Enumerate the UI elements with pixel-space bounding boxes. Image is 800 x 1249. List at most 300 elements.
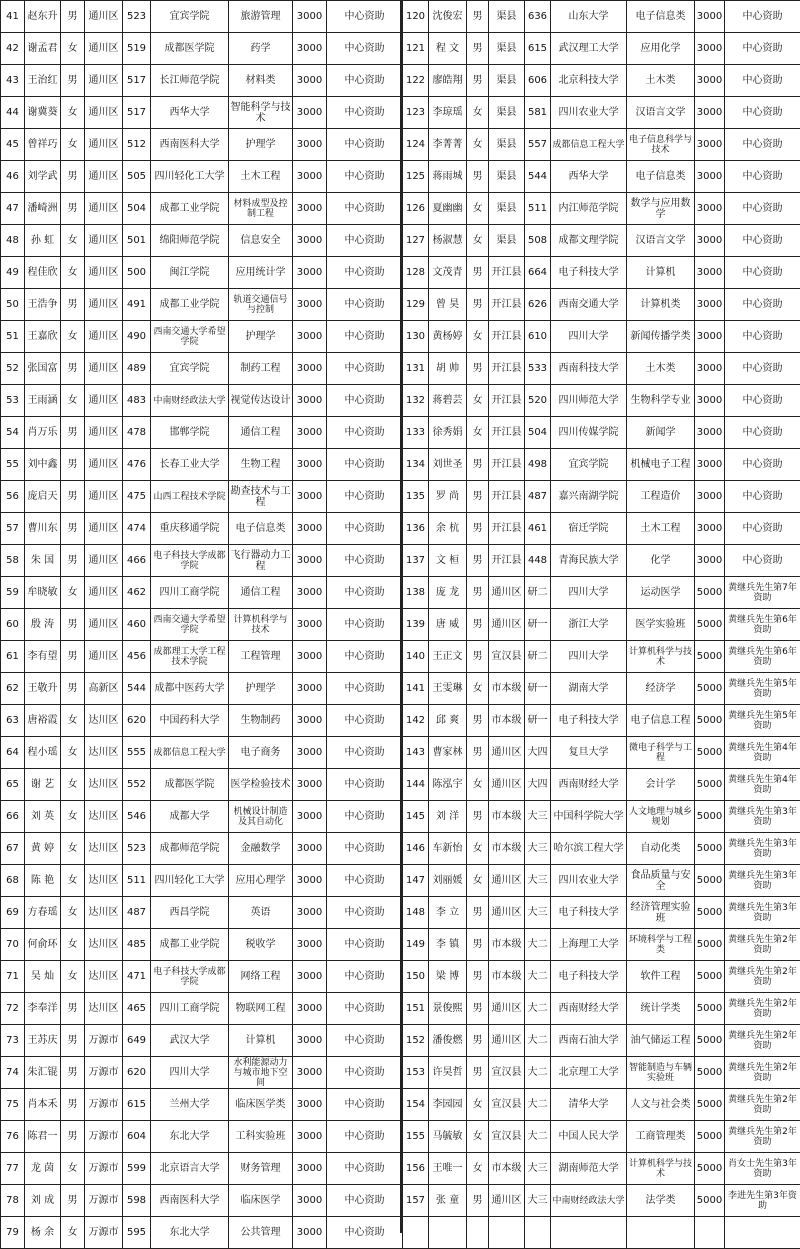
cell-region: 达川区 (85, 961, 123, 993)
cell-no: 54 (1, 417, 25, 449)
table-row (1, 481, 403, 513)
cell-amount: 3000 (293, 737, 327, 769)
table-row (1, 1185, 403, 1217)
cell-major: 旅游管理 (229, 1, 293, 33)
table-row (403, 481, 800, 513)
cell-amount: 3000 (695, 225, 725, 257)
cell-major: 计算机科学与技术 (627, 1153, 695, 1185)
cell-score: 626 (525, 289, 551, 321)
cell-no: 157 (403, 1185, 429, 1217)
cell-gender: 男 (467, 801, 489, 833)
cell-no: 133 (403, 417, 429, 449)
cell-amount: 3000 (293, 897, 327, 929)
cell-no: 146 (403, 833, 429, 865)
cell-score: 大二 (525, 961, 551, 993)
cell-type: 中心资助 (327, 545, 403, 577)
table-row (1, 993, 403, 1025)
cell-school: 成都师范学院 (151, 833, 229, 865)
cell-amount: 3000 (293, 961, 327, 993)
cell-amount: 5000 (695, 1121, 725, 1153)
cell-no: 55 (1, 449, 25, 481)
cell-major: 电子信息科学与技术 (627, 129, 695, 161)
cell-score: 533 (525, 353, 551, 385)
cell-major: 汉语言文学 (627, 225, 695, 257)
cell-type: 黄继兵先生第6年资助 (725, 609, 800, 641)
cell-gender: 女 (467, 225, 489, 257)
cell-gender: 女 (61, 129, 85, 161)
cell-score: 大三 (525, 801, 551, 833)
cell-type: 中心资助 (725, 353, 800, 385)
cell-major: 新闻学 (627, 417, 695, 449)
cell-type: 中心资助 (725, 161, 800, 193)
cell-name: 朱汇锟 (25, 1057, 61, 1089)
cell-no: 66 (1, 801, 25, 833)
cell-gender: 女 (467, 833, 489, 865)
cell-gender: 女 (61, 929, 85, 961)
cell-major: 护理学 (229, 321, 293, 353)
table-row (1, 865, 403, 897)
table-row (1, 97, 403, 129)
cell-gender: 男 (467, 737, 489, 769)
cell-gender: 男 (467, 609, 489, 641)
cell-gender: 男 (61, 641, 85, 673)
cell-gender: 男 (467, 545, 489, 577)
cell-region: 通川区 (85, 225, 123, 257)
cell-type: 中心资助 (327, 481, 403, 513)
cell-name: 王苏庆 (25, 1025, 61, 1057)
cell-amount: 3000 (293, 673, 327, 705)
table-row (403, 897, 800, 929)
cell-gender: 男 (61, 545, 85, 577)
cell-region: 渠县 (489, 225, 525, 257)
cell-amount: 3000 (293, 641, 327, 673)
cell-score: 606 (525, 65, 551, 97)
cell-amount: 3000 (293, 417, 327, 449)
cell-school: 西华大学 (151, 97, 229, 129)
cell-gender: 女 (61, 865, 85, 897)
cell-region: 万源市 (85, 1057, 123, 1089)
cell-no: 77 (1, 1153, 25, 1185)
cell-type: 中心资助 (327, 737, 403, 769)
cell-type: 中心资助 (725, 97, 800, 129)
cell-no: 62 (1, 673, 25, 705)
cell-region: 达川区 (85, 705, 123, 737)
cell-type: 李进先生第3年资助 (725, 1185, 800, 1217)
cell-score: 599 (123, 1153, 151, 1185)
cell-amount: 3000 (695, 353, 725, 385)
cell-region: 达川区 (85, 865, 123, 897)
cell-score: 649 (123, 1025, 151, 1057)
cell-region: 市本级 (489, 673, 525, 705)
cell-amount: 5000 (695, 1153, 725, 1185)
cell-school: 四川工商学院 (151, 577, 229, 609)
cell-name: 孙 虹 (25, 225, 61, 257)
cell-score: 520 (525, 385, 551, 417)
cell-region: 通川区 (489, 609, 525, 641)
cell-name: 赵东升 (25, 1, 61, 33)
cell-major: 公共管理 (229, 1217, 293, 1249)
cell-school: 清华大学 (551, 1089, 627, 1121)
table-row (403, 257, 800, 289)
table-row (1, 929, 403, 961)
cell-score: 462 (123, 577, 151, 609)
table-row (403, 1121, 800, 1153)
cell-region: 开江县 (489, 545, 525, 577)
cell-gender: 男 (467, 33, 489, 65)
table-row (403, 1089, 800, 1121)
cell-region: 渠县 (489, 193, 525, 225)
cell-no: 155 (403, 1121, 429, 1153)
cell-name: 陈 艳 (25, 865, 61, 897)
cell-no: 136 (403, 513, 429, 545)
cell-school: 兰州大学 (151, 1089, 229, 1121)
cell-type: 中心资助 (327, 289, 403, 321)
cell-no: 73 (1, 1025, 25, 1057)
cell-type: 中心资助 (725, 385, 800, 417)
cell-no: 75 (1, 1089, 25, 1121)
cell-gender: 男 (467, 1025, 489, 1057)
cell-region: 通川区 (85, 641, 123, 673)
cell-amount: 5000 (695, 673, 725, 705)
cell-name: 曾祥巧 (25, 129, 61, 161)
cell-no: 42 (1, 33, 25, 65)
cell-score: 620 (123, 705, 151, 737)
cell-gender: 女 (61, 225, 85, 257)
cell-region: 通川区 (85, 65, 123, 97)
cell-school: 宜宾学院 (551, 449, 627, 481)
right-table (402, 0, 800, 1249)
cell-score: 460 (123, 609, 151, 641)
cell-gender: 男 (467, 961, 489, 993)
cell-no: 48 (1, 225, 25, 257)
table-row (403, 513, 800, 545)
cell-major: 医学检验技术 (229, 769, 293, 801)
cell-gender: 女 (61, 257, 85, 289)
cell-no: 140 (403, 641, 429, 673)
cell-major: 会计学 (627, 769, 695, 801)
cell-major: 软件工程 (627, 961, 695, 993)
cell-region: 开江县 (489, 449, 525, 481)
cell-amount: 5000 (695, 609, 725, 641)
cell-no: 152 (403, 1025, 429, 1057)
cell-amount: 5000 (695, 961, 725, 993)
table-row (1, 513, 403, 545)
cell-no: 65 (1, 769, 25, 801)
cell-gender: 男 (467, 641, 489, 673)
cell-school: 武汉大学 (151, 1025, 229, 1057)
cell-major: 临床医学类 (229, 1089, 293, 1121)
table-row (1, 225, 403, 257)
cell-no: 123 (403, 97, 429, 129)
cell-region: 万源市 (85, 1185, 123, 1217)
cell-type: 中心资助 (725, 225, 800, 257)
cell-no: 129 (403, 289, 429, 321)
cell-name: 肖本禾 (25, 1089, 61, 1121)
table-row (403, 577, 800, 609)
cell-amount: 5000 (695, 705, 725, 737)
cell-gender: 女 (61, 833, 85, 865)
cell-major: 计算机科学与技术 (627, 641, 695, 673)
cell-gender: 男 (467, 1, 489, 33)
cell-name: 谢 艺 (25, 769, 61, 801)
cell-type: 中心资助 (327, 257, 403, 289)
cell-name: 曾 昊 (429, 289, 467, 321)
cell-type: 中心资助 (327, 929, 403, 961)
cell-no: 51 (1, 321, 25, 353)
cell-score: 474 (123, 513, 151, 545)
left-table-panel (0, 0, 402, 1233)
cell-score: 大二 (525, 1057, 551, 1089)
cell-major: 网络工程 (229, 961, 293, 993)
cell-type: 中心资助 (327, 33, 403, 65)
cell-major: 工程管理 (229, 641, 293, 673)
cell-region: 开江县 (489, 481, 525, 513)
cell-score: 664 (525, 257, 551, 289)
table-row (1, 417, 403, 449)
cell-score: 519 (123, 33, 151, 65)
cell-school: 成都工业学院 (151, 289, 229, 321)
cell-type: 黄继兵先生第2年资助 (725, 1057, 800, 1089)
cell-type: 中心资助 (725, 545, 800, 577)
cell-gender: 男 (61, 1121, 85, 1153)
cell-region: 达川区 (85, 833, 123, 865)
cell-name: 余 杭 (429, 513, 467, 545)
cell-school: 山东大学 (551, 1, 627, 33)
cell-no: 134 (403, 449, 429, 481)
cell-gender: 女 (61, 961, 85, 993)
cell-score: 476 (123, 449, 151, 481)
cell-gender: 女 (61, 577, 85, 609)
cell-school: 宜宾学院 (151, 353, 229, 385)
cell-major: 药学 (229, 33, 293, 65)
cell-region: 通川区 (489, 1185, 525, 1217)
cell-score: 511 (525, 193, 551, 225)
cell-school: 闽江学院 (151, 257, 229, 289)
cell-gender: 女 (467, 1089, 489, 1121)
cell-score: 448 (525, 545, 551, 577)
cell-major: 统计学类 (627, 993, 695, 1025)
cell-amount: 3000 (695, 257, 725, 289)
cell-school: 青海民族大学 (551, 545, 627, 577)
table-row (403, 929, 800, 961)
cell-major: 材料类 (229, 65, 293, 97)
table-row (403, 65, 800, 97)
cell-type: 中心资助 (327, 1153, 403, 1185)
cell-score: 595 (123, 1217, 151, 1249)
cell-no: 137 (403, 545, 429, 577)
cell-region: 渠县 (489, 97, 525, 129)
cell-score: 489 (123, 353, 151, 385)
cell-school: 长江师范学院 (151, 65, 229, 97)
cell-gender: 男 (467, 353, 489, 385)
cell-region: 通川区 (489, 993, 525, 1025)
cell-amount: 3000 (695, 33, 725, 65)
cell-score: 505 (123, 161, 151, 193)
cell-amount: 3000 (293, 481, 327, 513)
cell-amount: 3000 (695, 129, 725, 161)
cell-school: 中国药科大学 (151, 705, 229, 737)
cell-name: 沈俊宏 (429, 1, 467, 33)
cell-no: 70 (1, 929, 25, 961)
cell-school: 四川大学 (151, 1057, 229, 1089)
table-row (403, 97, 800, 129)
cell-major: 电子信息类 (627, 1, 695, 33)
cell-gender: 男 (61, 417, 85, 449)
cell-score: 523 (123, 833, 151, 865)
cell-gender: 男 (61, 1185, 85, 1217)
cell-type: 中心资助 (327, 1217, 403, 1249)
cell-amount: 3000 (293, 225, 327, 257)
cell-type: 中心资助 (327, 769, 403, 801)
cell-major: 计算机科学与技术 (229, 609, 293, 641)
cell-gender: 女 (61, 385, 85, 417)
table-row (1, 65, 403, 97)
cell-school: 四川师范大学 (551, 385, 627, 417)
cell-type: 中心资助 (725, 129, 800, 161)
cell-amount: 3000 (293, 385, 327, 417)
cell-school: 成都理工大学工程技术学院 (151, 641, 229, 673)
cell-score: 大三 (525, 865, 551, 897)
cell-score: 598 (123, 1185, 151, 1217)
table-row (403, 225, 800, 257)
cell-region: 通川区 (489, 1025, 525, 1057)
cell-school: 电子科技大学 (551, 705, 627, 737)
cell-type: 中心资助 (327, 577, 403, 609)
table-row (1, 321, 403, 353)
cell-score: 大三 (525, 1185, 551, 1217)
cell-school: 四川大学 (551, 321, 627, 353)
cell-no: 59 (1, 577, 25, 609)
cell-region: 市本级 (489, 961, 525, 993)
cell-no: 67 (1, 833, 25, 865)
cell-type: 黄继兵先生第2年资助 (725, 1025, 800, 1057)
cell-no: 69 (1, 897, 25, 929)
cell-school: 东北大学 (151, 1217, 229, 1249)
cell-name: 谢冀葵 (25, 97, 61, 129)
cell-gender: 男 (61, 449, 85, 481)
cell-type: 黄继兵先生第4年资助 (725, 737, 800, 769)
cell-name: 王浩争 (25, 289, 61, 321)
cell-school: 四川轻化工大学 (151, 161, 229, 193)
cell-region: 通川区 (85, 385, 123, 417)
cell-type: 中心资助 (327, 129, 403, 161)
table-row (403, 193, 800, 225)
cell-school: 四川农业大学 (551, 97, 627, 129)
cell-major: 运动医学 (627, 577, 695, 609)
cell-score: 517 (123, 97, 151, 129)
table-row (1, 1, 403, 33)
cell-no: 52 (1, 353, 25, 385)
cell-no: 156 (403, 1153, 429, 1185)
cell-amount: 5000 (695, 801, 725, 833)
cell-school: 电子科技大学成都学院 (151, 545, 229, 577)
cell-school: 绵阳师范学院 (151, 225, 229, 257)
table-row (403, 33, 800, 65)
cell-score: 615 (123, 1089, 151, 1121)
cell-major: 税收学 (229, 929, 293, 961)
cell-school: 嘉兴南湖学院 (551, 481, 627, 513)
cell-name: 梁 博 (429, 961, 467, 993)
cell-type: 黄继兵先生第2年资助 (725, 993, 800, 1025)
cell-type: 中心资助 (725, 513, 800, 545)
cell-gender: 男 (61, 353, 85, 385)
cell-gender: 女 (61, 769, 85, 801)
cell-gender: 女 (467, 865, 489, 897)
cell-amount: 3000 (695, 513, 725, 545)
cell-type: 中心资助 (327, 1057, 403, 1089)
cell-name: 曹川东 (25, 513, 61, 545)
cell-gender: 女 (61, 33, 85, 65)
cell-school: 哈尔滨工程大学 (551, 833, 627, 865)
table-row (1, 801, 403, 833)
cell-region: 市本级 (489, 1153, 525, 1185)
cell-score: 557 (525, 129, 551, 161)
cell-no: 57 (1, 513, 25, 545)
cell-name: 吴 灿 (25, 961, 61, 993)
table-row (403, 609, 800, 641)
cell-score: 504 (123, 193, 151, 225)
cell-school: 西南财经大学 (551, 993, 627, 1025)
cell-score: 465 (123, 993, 151, 1025)
cell-amount: 3000 (293, 1089, 327, 1121)
cell-no: 71 (1, 961, 25, 993)
cell-major: 电子信息工程 (627, 705, 695, 737)
cell-amount: 3000 (695, 545, 725, 577)
cell-no: 41 (1, 1, 25, 33)
cell-score: 511 (123, 865, 151, 897)
cell-amount: 3000 (293, 1153, 327, 1185)
table-row (403, 737, 800, 769)
cell-no: 63 (1, 705, 25, 737)
table-row (403, 705, 800, 737)
cell-major: 油气储运工程 (627, 1025, 695, 1057)
cell-region: 渠县 (489, 1, 525, 33)
cell-type: 中心资助 (327, 353, 403, 385)
cell-school: 北京科技大学 (551, 65, 627, 97)
cell-gender: 男 (61, 161, 85, 193)
cell-major: 经济管理实验班 (627, 897, 695, 929)
cell-region: 万源市 (85, 1121, 123, 1153)
cell-score: 552 (123, 769, 151, 801)
cell-score: 大三 (525, 1153, 551, 1185)
cell-school: 西南交通大学 (551, 289, 627, 321)
cell-name: 李 立 (429, 897, 467, 929)
cell-region: 市本级 (489, 929, 525, 961)
cell-region: 渠县 (489, 65, 525, 97)
cell-score: 大二 (525, 929, 551, 961)
table-row (403, 129, 800, 161)
cell-school: 西南交通大学希望学院 (151, 321, 229, 353)
cell-no: 53 (1, 385, 25, 417)
cell-name: 潘崎洲 (25, 193, 61, 225)
cell-gender: 女 (467, 1121, 489, 1153)
cell-name: 方春瑶 (25, 897, 61, 929)
cell-gender: 女 (467, 673, 489, 705)
cell-major: 英语 (229, 897, 293, 929)
cell-major: 生物制药 (229, 705, 293, 737)
cell-gender: 男 (61, 513, 85, 545)
cell-score: 491 (123, 289, 151, 321)
cell-score: 大三 (525, 897, 551, 929)
cell-name: 曹家林 (429, 737, 467, 769)
cell-no: 46 (1, 161, 25, 193)
cell-type: 中心资助 (327, 321, 403, 353)
cell-name: 李琼瑶 (429, 97, 467, 129)
cell-region: 通川区 (489, 737, 525, 769)
cell-region: 开江县 (489, 321, 525, 353)
cell-amount: 5000 (695, 833, 725, 865)
cell-amount: 5000 (695, 769, 725, 801)
